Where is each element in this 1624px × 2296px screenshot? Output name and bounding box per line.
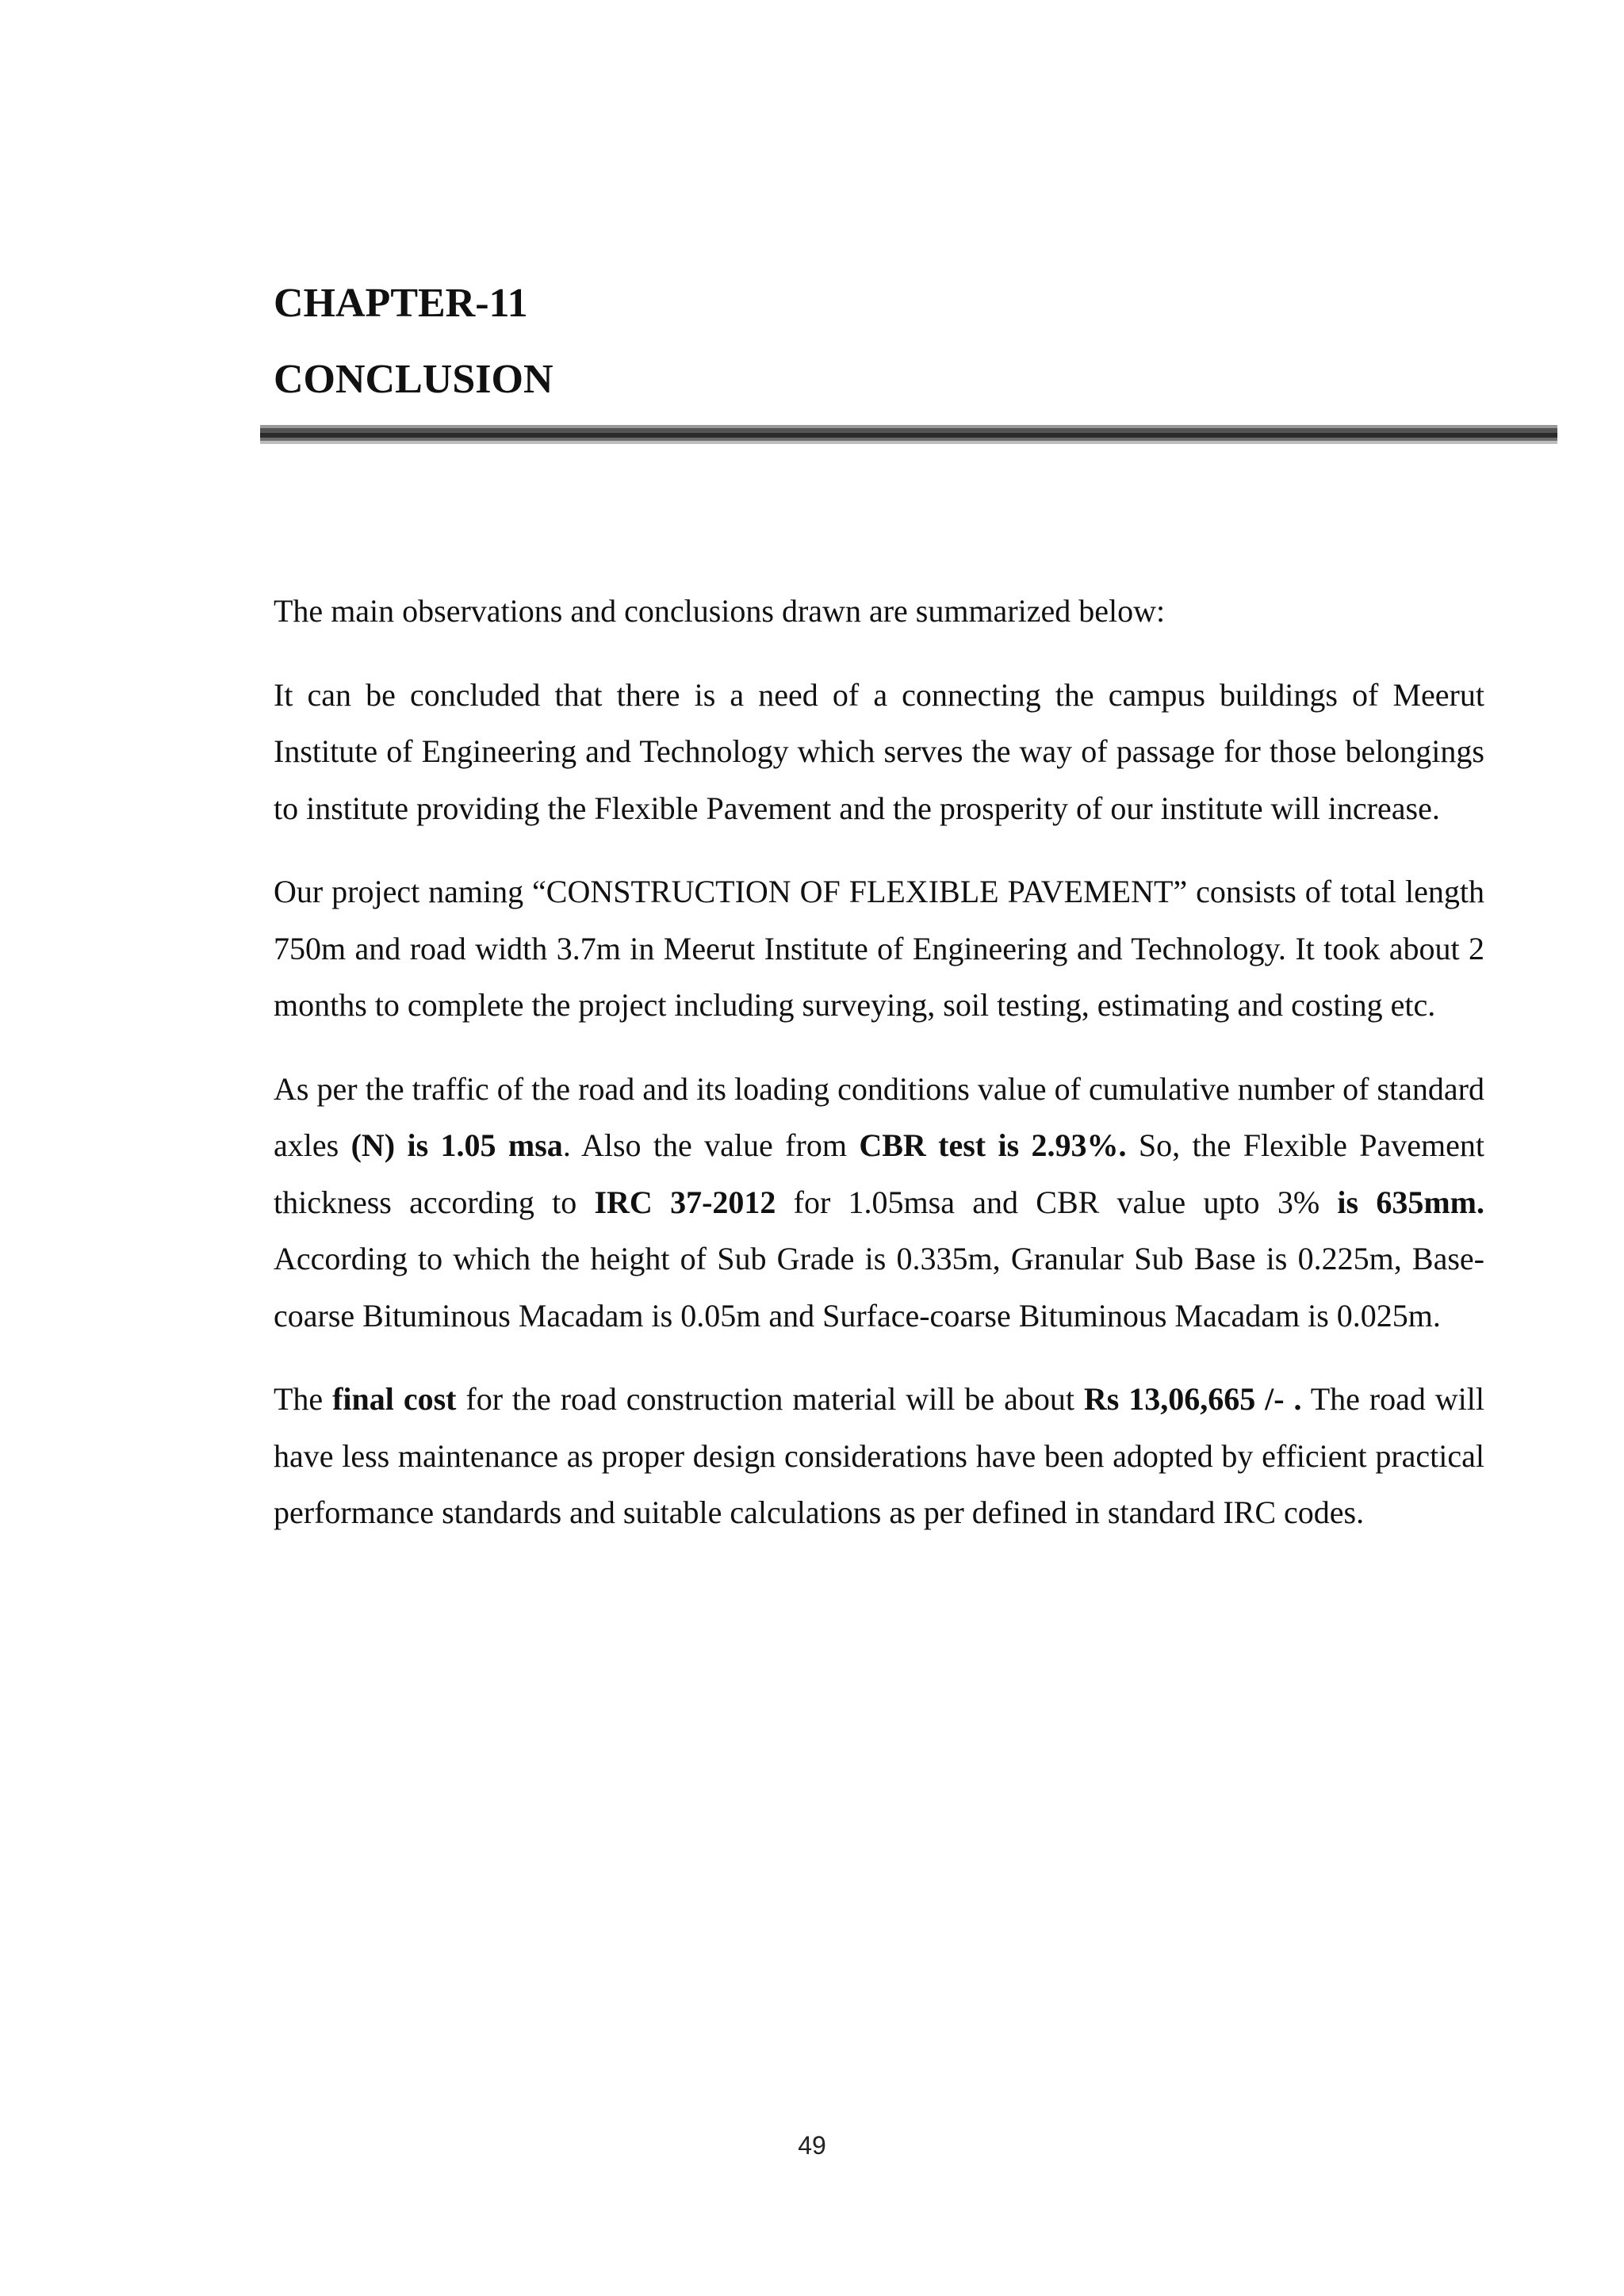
- paragraph-project: Our project naming “CONSTRUCTION OF FLEXIBLE PAVEMENT” consists of total length 750m and road width 3.7m in Meerut Institute of Engineering and Technology. It took about 2 months to complete the project including surveying, soil testing, estimating and costing etc.: [274, 874, 1484, 1023]
- bold-msa: (N) is 1.05 msa: [350, 1127, 563, 1163]
- chapter-title: CONCLUSION: [274, 357, 553, 402]
- text-span: for 1.05msa and CBR value upto 3%: [776, 1184, 1338, 1220]
- text-span: As per the traffic of the road and its loading conditions value of cumulative number of standard axles: [274, 1070, 1484, 1163]
- text-span: The road will have less maintenance as proper design considerations have been adopted by efficient practical performance standards and suitable calculations as per defined in standard IRC codes.: [274, 1381, 1485, 1530]
- chapter-heading: [274, 266, 553, 418]
- bold-thickness: is 635mm.: [1337, 1184, 1484, 1220]
- text-span: . Also the value from: [562, 1127, 860, 1163]
- paragraph-need: It can be concluded that there is a need of a connecting the campus buildings of Meerut Institute of Engineering and Technology which serves the way of passage for those belongings to institute providing the Flexible Pavement and the prosperity of our institute will increase.: [274, 676, 1484, 826]
- conclusion-body: [274, 583, 1484, 1568]
- heading-divider: [260, 425, 1557, 446]
- text-span: According to which the height of Sub Grade is 0.335m, Granular Sub Base is 0.225m, Base-coarse Bituminous Macadam is 0.05m and Surface-coarse Bituminous Macadam is 0.025m.: [274, 1241, 1484, 1334]
- paragraph-design: [274, 1061, 1484, 1345]
- page-number: 49: [798, 2131, 826, 2160]
- bold-irc: IRC 37-2012: [594, 1184, 776, 1220]
- bold-final-cost: final cost: [332, 1381, 457, 1417]
- text-span: So, the Flexible Pavement thickness according to: [274, 1127, 1485, 1220]
- bold-cbr: CBR test is 2.93%.: [859, 1127, 1127, 1163]
- bold-amount: Rs 13,06,665 /- .: [1083, 1381, 1302, 1417]
- chapter-number: CHAPTER-11: [274, 281, 528, 326]
- paragraph-intro: The main observations and conclusions drawn are summarized below:: [274, 593, 1166, 629]
- text-span: for the road construction material will be about: [456, 1381, 1084, 1417]
- text-span: The: [274, 1381, 333, 1417]
- paragraph-cost: [274, 1371, 1484, 1541]
